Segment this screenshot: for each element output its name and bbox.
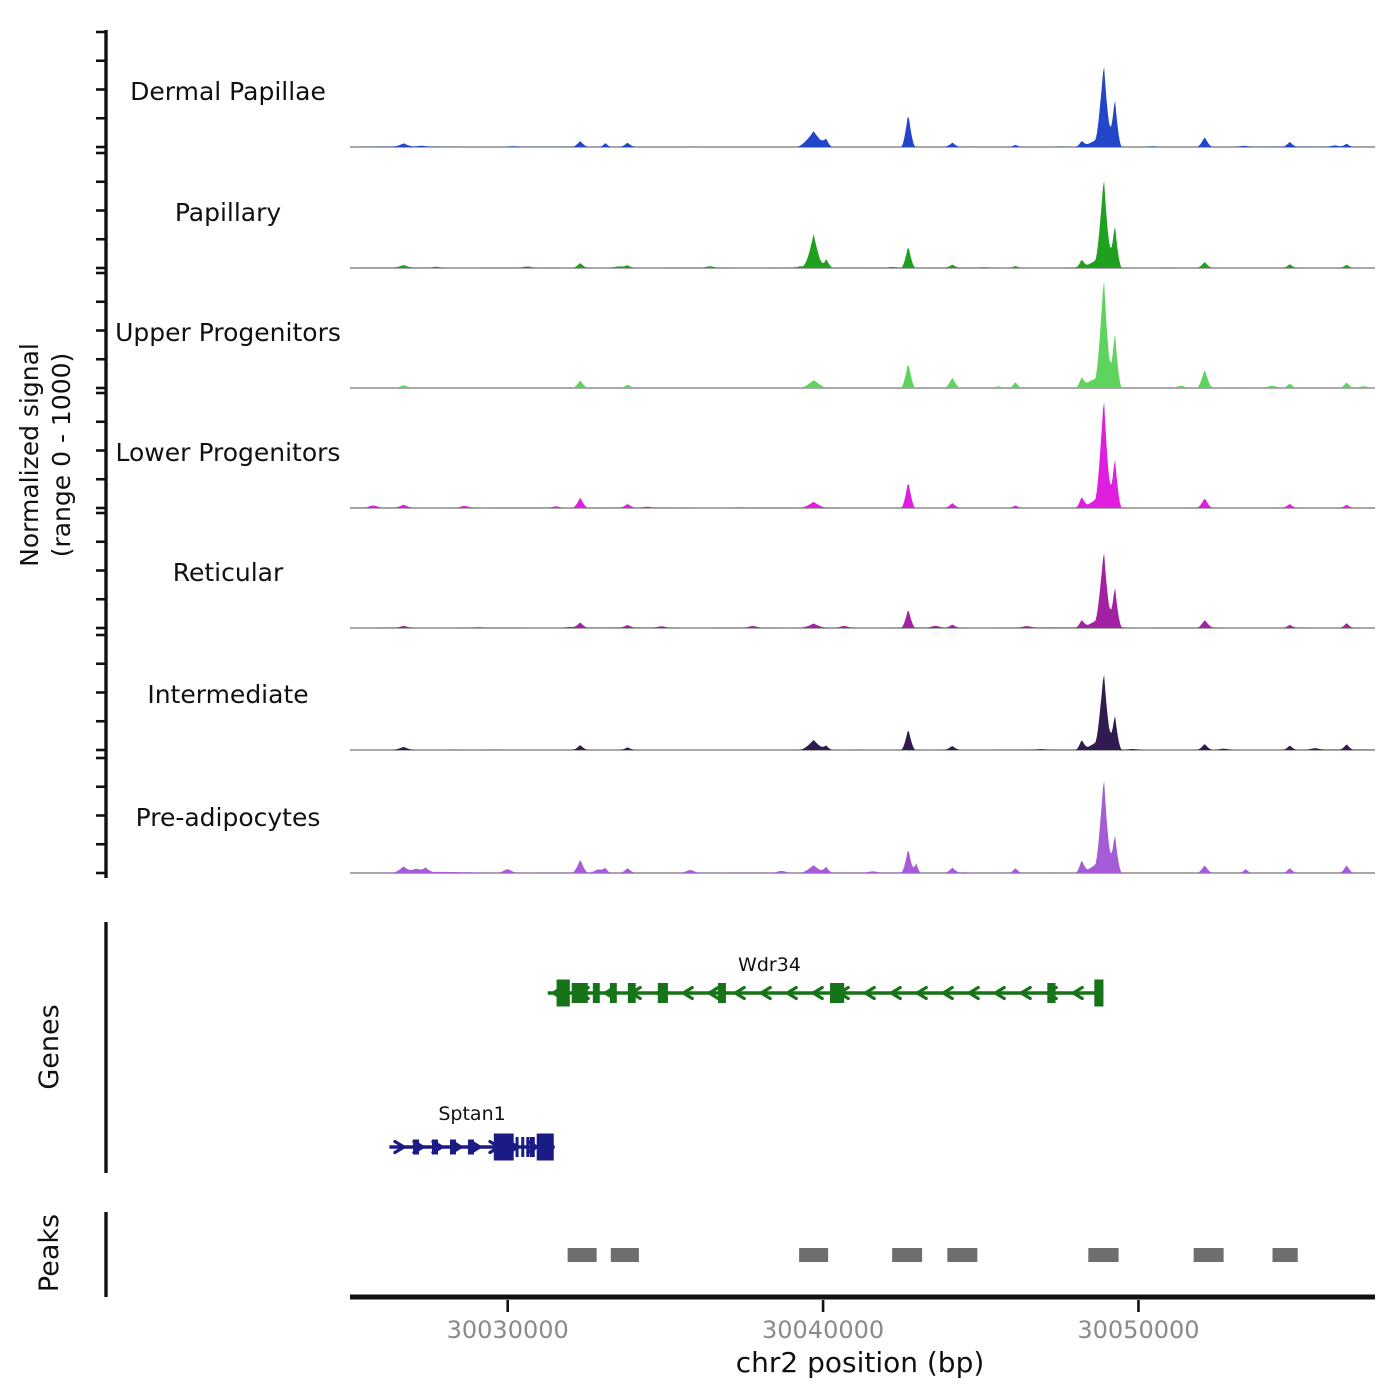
- signal-track-dermal-papillae: [130, 67, 1375, 147]
- gene-sptan1: [389, 1103, 554, 1161]
- signal-track-pre-adipocytes: [136, 781, 1375, 873]
- peak-region: [1088, 1248, 1118, 1262]
- genes-section-label: Genes: [34, 1004, 65, 1090]
- peak-region: [892, 1248, 922, 1262]
- signal-track-upper-progenitors: [115, 282, 1375, 388]
- x-axis-tick-label: 30050000: [1077, 1316, 1200, 1344]
- gene-exon: [432, 1140, 438, 1155]
- gene-exon: [521, 1137, 524, 1157]
- gene-exon: [1047, 983, 1055, 1003]
- gene-exon: [628, 983, 636, 1003]
- track-label: Papillary: [174, 198, 282, 227]
- gene-exon: [468, 1140, 474, 1155]
- signal-area: [350, 67, 1375, 147]
- peak-region: [611, 1248, 639, 1262]
- gene-exon: [526, 1137, 529, 1157]
- signal-area: [350, 553, 1375, 628]
- dynamic-chart-layer: [96, 30, 1375, 1344]
- gene-exon: [610, 983, 617, 1003]
- y-axis-label-line1: Normalized signal: [15, 343, 44, 567]
- gene-exon: [516, 1137, 519, 1157]
- gene-label: Wdr34: [738, 954, 801, 976]
- gene-label: Sptan1: [438, 1103, 506, 1125]
- y-axis-label-line2: (range 0 - 1000): [47, 352, 76, 558]
- gene-wdr34: [548, 954, 1104, 1007]
- gene-exon: [593, 983, 600, 1003]
- x-axis: [350, 1297, 1375, 1344]
- gene-exon: [413, 1140, 419, 1155]
- signal-area: [350, 402, 1375, 508]
- gene-exon: [537, 1134, 554, 1161]
- signal-track-intermediate: [147, 675, 1375, 750]
- signal-area: [350, 675, 1375, 750]
- signal-area: [350, 181, 1375, 268]
- gene-exon: [530, 1137, 535, 1157]
- gene-exon: [658, 983, 668, 1003]
- peak-region: [1194, 1248, 1224, 1262]
- peak-region: [799, 1248, 828, 1262]
- gene-exon: [830, 983, 844, 1003]
- track-label: Pre-adipocytes: [135, 803, 321, 832]
- gene-exon: [494, 1134, 514, 1161]
- x-axis-title: chr2 position (bp): [735, 1346, 985, 1379]
- x-axis-tick-label: 30030000: [446, 1316, 569, 1344]
- peak-region: [1273, 1248, 1298, 1262]
- track-label: Reticular: [172, 558, 284, 587]
- track-label: Dermal Papillae: [130, 77, 326, 106]
- signal-track-papillary: [175, 181, 1375, 268]
- x-axis-tick-label: 30040000: [761, 1316, 885, 1344]
- signal-area: [350, 282, 1375, 388]
- gene-exon: [572, 983, 588, 1003]
- signal-track-reticular: [173, 553, 1375, 628]
- gene-exon: [1094, 980, 1103, 1007]
- gene-exon: [557, 980, 570, 1007]
- gene-exon: [718, 983, 726, 1003]
- peak-region: [568, 1248, 597, 1262]
- track-label: Upper Progenitors: [115, 318, 341, 347]
- peak-regions: [568, 1248, 1298, 1262]
- peak-region: [947, 1248, 977, 1262]
- gene-exon: [450, 1140, 456, 1155]
- peaks-section-label: Peaks: [34, 1213, 65, 1293]
- track-label: Intermediate: [147, 680, 309, 709]
- signal-area: [350, 781, 1375, 873]
- y-axis: [96, 30, 106, 878]
- track-label: Lower Progenitors: [115, 438, 341, 467]
- signal-track-lower-progenitors: [116, 402, 1375, 508]
